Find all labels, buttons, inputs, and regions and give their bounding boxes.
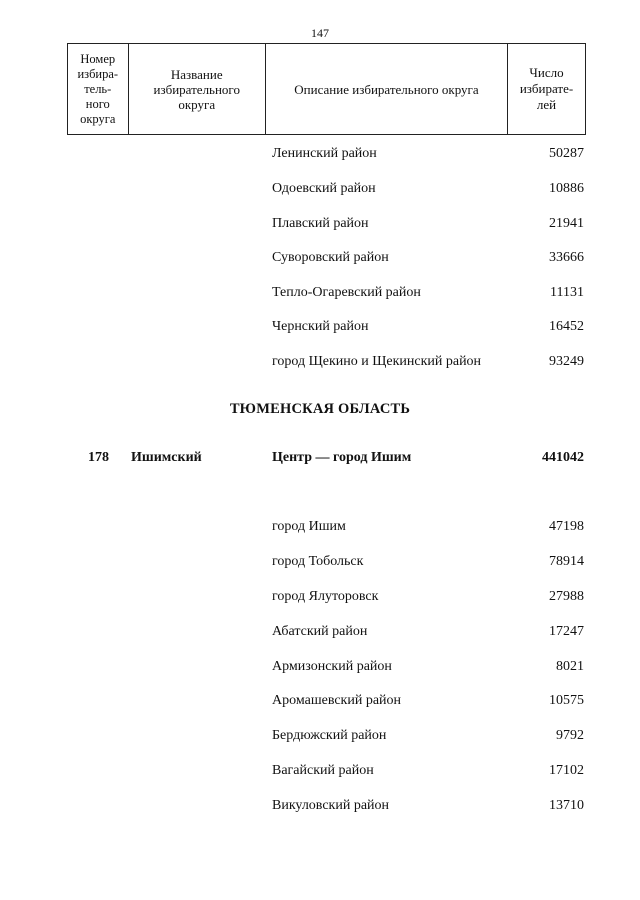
table-row	[0, 728, 640, 748]
table-row	[0, 319, 640, 339]
row-voters: 33666	[549, 250, 584, 265]
row-description: город Тобольск	[272, 554, 364, 569]
row-description: Одоевский район	[272, 181, 376, 196]
row-voters: 16452	[549, 319, 584, 334]
row-voters: 21941	[549, 216, 584, 231]
district-voters: 441042	[542, 450, 584, 465]
header-district-description: Описание избирательного округа	[265, 44, 507, 135]
row-description: Тепло-Огаревский район	[272, 285, 421, 300]
row-description: Армизонский район	[272, 659, 392, 674]
table-row	[0, 216, 640, 236]
row-description: город Щекино и Щекинский район	[272, 354, 482, 369]
row-voters: 27988	[549, 589, 584, 604]
header-district-number: Номер избира- тель- ного округа	[68, 44, 129, 135]
table-row	[0, 624, 640, 644]
table-row	[0, 693, 640, 713]
row-description: Абатский район	[272, 624, 368, 639]
table-row	[0, 181, 640, 201]
district-number: 178	[88, 450, 109, 465]
row-description: Плавский район	[272, 216, 369, 231]
header-voter-count: Число избирате- лей	[508, 44, 586, 135]
table-row	[0, 659, 640, 679]
row-description: Викуловский район	[272, 798, 390, 813]
table-row	[0, 250, 640, 270]
row-voters: 47198	[549, 519, 584, 534]
row-voters: 10575	[549, 693, 584, 708]
table-row	[0, 519, 640, 539]
district-description: Центр — город Ишим	[272, 450, 412, 465]
table-header	[67, 43, 586, 135]
row-voters: 8021	[556, 659, 584, 674]
row-voters: 10886	[549, 181, 584, 196]
row-voters: 13710	[549, 798, 584, 813]
row-description: город Ишим	[272, 519, 346, 534]
table-row	[0, 146, 640, 166]
row-description: Суворовский район	[272, 250, 389, 265]
row-voters: 11131	[550, 285, 584, 300]
table-row	[0, 589, 640, 609]
table-row	[0, 763, 640, 783]
row-description: Бердюжский район	[272, 728, 387, 743]
row-voters: 17102	[549, 763, 584, 778]
page-number: 147	[311, 26, 329, 40]
region-heading: ТЮМЕНСКАЯ ОБЛАСТЬ	[229, 401, 411, 417]
table-row	[0, 798, 640, 818]
table-row	[0, 354, 640, 374]
table-row	[0, 554, 640, 574]
row-voters: 50287	[549, 146, 584, 161]
row-voters: 78914	[549, 554, 584, 569]
row-description: Чернский район	[272, 319, 369, 334]
row-description: Ленинский район	[272, 146, 377, 161]
row-description: город Ялуторовск	[272, 589, 379, 604]
row-description: Аромашевский район	[272, 693, 402, 708]
table-row	[0, 285, 640, 305]
row-voters: 93249	[549, 354, 584, 369]
header-district-name: Название избирательного округа	[128, 44, 265, 135]
row-voters: 17247	[549, 624, 584, 639]
row-voters: 9792	[556, 728, 584, 743]
row-description: Вагайский район	[272, 763, 374, 778]
district-name: Ишимский	[131, 450, 202, 465]
